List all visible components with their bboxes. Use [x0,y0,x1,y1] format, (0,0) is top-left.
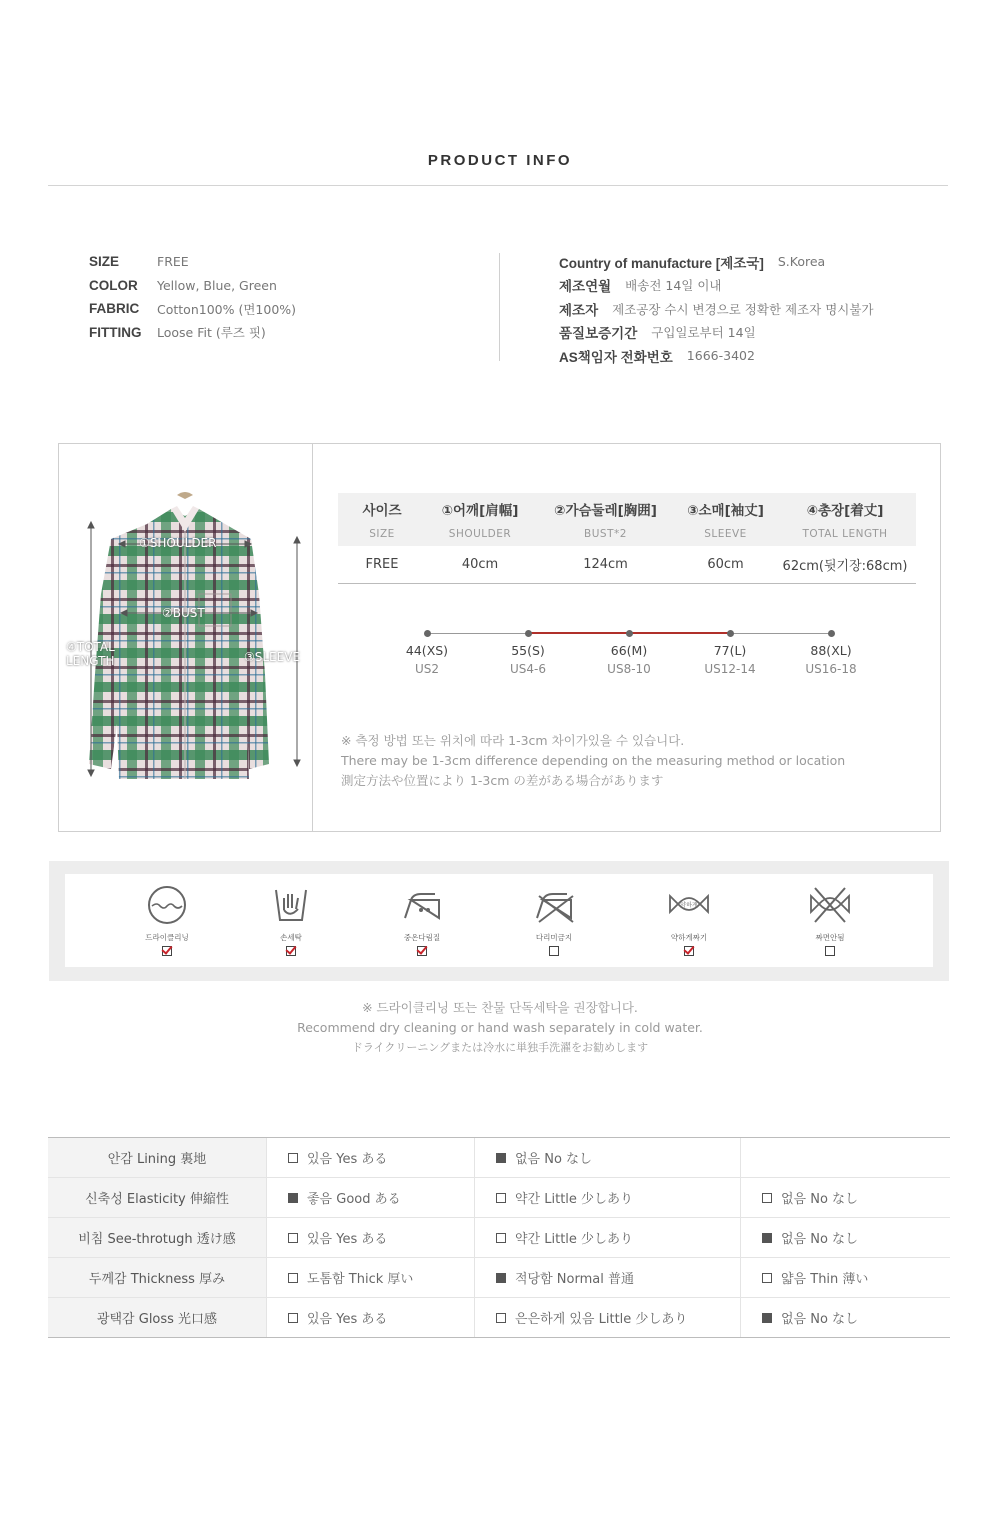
header-ko: 사이즈 [362,503,402,519]
spec-key: FITTING [89,324,142,340]
note-line: ※ 측정 방법 또는 위치에 따라 1-3cm 차이가있을 수 있습니다. [341,733,685,748]
feel-option [740,1258,950,1297]
scale-dot [525,630,532,637]
spec-country [559,250,874,274]
no-iron-icon [533,884,575,926]
feel-option-empty [740,1138,950,1177]
option-label: 좋음 Good ある [307,1192,401,1207]
care-checkbox [684,946,694,956]
spec-value: Yellow, Blue, Green [157,277,277,293]
size-guide [58,443,941,832]
option-label: 약간 Little 少しあり [515,1232,634,1247]
option-label: 도톰함 Thick 厚い [307,1272,414,1287]
feel-option [740,1178,950,1217]
spec-key: FABRIC [89,301,140,317]
feel-key: 비침 See-throtugh 透け感 [48,1218,266,1257]
option-label: 은은하게 있음 Little 少しあり [515,1312,688,1327]
spec-key: AS책임자 전화번호 [559,349,673,365]
checkbox-checked-icon [496,1153,506,1163]
spec-value: FREE [157,254,189,270]
feel-key: 두께감 Thickness 厚み [48,1258,266,1297]
size-table-header [338,493,916,546]
care-label: 짜면안됨 [815,933,845,942]
page-title: PRODUCT INFO [427,152,573,169]
feel-option [474,1218,740,1257]
option-label: 있음 Yes ある [307,1232,388,1247]
wring-gently-icon [668,884,710,926]
care-checkbox [286,946,296,956]
spec-size [89,250,296,274]
scale-size: 88(XL) [810,643,852,658]
cell-size: FREE [365,557,399,572]
note-line: 測定方法や位置により 1-3cm の差がある場合があります [341,773,664,788]
scale-label [589,643,669,676]
care-item [514,884,594,956]
note-line: There may be 1-3cm difference depending on the measuring method or location [341,753,846,768]
checkbox-icon [762,1193,772,1203]
care-checkbox [549,946,559,956]
wash-notes [0,998,1000,1058]
feel-option [266,1138,474,1177]
header-ko: ①어깨[肩幅] [441,503,519,519]
shirt-diagram [59,444,312,831]
cell-bust: 124cm [583,557,628,572]
scale-size: 77(L) [713,643,747,658]
option-label: 없음 No なし [781,1192,859,1207]
care-item [382,884,462,956]
header-ko: ②가슴둘레[胸囲] [554,503,657,519]
scale-size: 66(M) [610,643,648,658]
spec-value: 배송전 14일 이내 [625,278,722,294]
option-label: 없음 No なし [781,1312,859,1327]
spec-manufacturer [559,297,874,321]
spec-key: SIZE [89,254,120,270]
care-label: 드라이클리닝 [145,933,189,942]
spec-key: 제조자 [559,302,599,318]
checkbox-checked-icon [762,1233,772,1243]
care-checkbox [825,946,835,956]
option-label: 없음 No なし [515,1152,593,1167]
header-ko: ④총장[着丈] [806,503,884,519]
header-en: SHOULDER [448,528,512,540]
header-en: SIZE [369,528,395,540]
scale-size: 44(XS) [405,643,449,658]
cell-sleeve: 60cm [707,557,744,572]
wash-note-line: Recommend dry cleaning or hand wash separately in cold water. [297,1020,703,1035]
scale-dot [727,630,734,637]
feel-key: 안감 Lining 裏地 [48,1138,266,1177]
header-total-length [774,493,916,546]
care-item [127,884,207,956]
header-size [338,493,426,546]
checkbox-icon [496,1233,506,1243]
option-label: 얇음 Thin 薄い [781,1272,869,1287]
spec-value: Loose Fit (루즈 핏) [157,325,266,341]
checkbox-icon [762,1273,772,1283]
header-en: TOTAL LENGTH [802,528,888,540]
size-box-divider [312,444,313,831]
option-label: 약간 Little 少しあり [515,1192,634,1207]
scale-label [791,643,871,676]
spec-divider [499,253,500,361]
care-symbols-inner [65,874,933,967]
header-bust [534,493,677,546]
measurement-notes [341,731,845,791]
checkbox-checked-icon [496,1273,506,1283]
header-en: BUST*2 [584,528,627,540]
option-label: 있음 Yes ある [307,1152,388,1167]
scale-us: US2 [414,662,440,676]
scale-dot [626,630,633,637]
care-label: 손세탁 [280,933,302,942]
feel-option [474,1178,740,1217]
spec-manufacture-date [559,274,874,298]
size-table [338,493,916,584]
spec-key: 제조연월 [559,279,612,295]
spec-value: 구입일로부터 14일 [651,325,756,341]
total-length-label-line2: LENGTH [66,654,115,668]
total-length-label [66,640,115,668]
iron-medium-icon [401,884,443,926]
manufacture-specs [559,250,874,368]
spec-fitting [89,321,296,345]
spec-color [89,274,296,298]
checkbox-icon [288,1273,298,1283]
checkbox-icon [288,1153,298,1163]
sleeve-label: ③SLEEVE [244,650,301,664]
feel-option [474,1258,740,1297]
feel-option [740,1298,950,1337]
scale-size: 55(S) [511,643,545,658]
bust-label: ②BUST [162,606,205,620]
checkbox-icon [496,1313,506,1323]
scale-us: US4-6 [510,662,546,676]
option-label: 없음 No なし [781,1232,859,1247]
spec-key: COLOR [89,277,138,293]
care-label: 중온다림질 [403,933,441,942]
spec-warranty [559,321,874,345]
size-scale [405,627,857,687]
feel-key: 광택감 Gloss 光口感 [48,1298,266,1337]
feel-option [266,1178,474,1217]
cell-shoulder: 40cm [461,557,499,572]
wash-note-line: ※ 드라이클리닝 또는 찬물 단독세탁을 권장합니다. [362,1000,638,1015]
checkbox-checked-icon [288,1193,298,1203]
svg-text:약하게: 약하게 [680,902,698,909]
feel-row-see-through [48,1218,950,1258]
care-symbols [49,861,949,981]
feel-option [474,1298,740,1337]
option-label: 있음 Yes ある [307,1312,388,1327]
header-sleeve [677,493,774,546]
care-item [251,884,331,956]
care-checkbox [162,946,172,956]
checkbox-icon [288,1233,298,1243]
care-label: 다리미금지 [535,933,573,942]
basic-specs [89,250,296,344]
header-shoulder [426,493,534,546]
spec-key: Country of manufacture [제조국] [559,255,764,271]
total-length-label-line1: ④TOTAL [66,640,115,654]
feel-option [266,1218,474,1257]
spec-as-phone [559,344,874,368]
shoulder-label: ①SHOULDER [139,536,217,550]
spec-value: S.Korea [777,254,826,270]
feel-option [474,1138,740,1177]
cell-total-length: 62cm(뒷기장:68cm) [782,559,908,574]
size-table-row [338,546,916,584]
care-item [790,884,870,956]
spec-value: 제조공장 수시 변경으로 정확한 제조자 명시불가 [612,301,874,317]
dry-clean-icon [146,884,188,926]
scale-us: US8-10 [607,662,651,676]
scale-dot [424,630,431,637]
fabric-feel-table [48,1137,950,1338]
spec-key: 품질보증기간 [559,326,638,342]
scale-dot [828,630,835,637]
feel-row-gloss [48,1298,950,1338]
feel-option [266,1298,474,1337]
header-ko: ③소매[袖丈] [687,503,764,519]
care-item [649,884,729,956]
checkbox-icon [288,1313,298,1323]
scale-us: US16-18 [805,662,857,676]
scale-label [387,643,467,676]
scale-us: US12-14 [704,662,756,676]
spec-fabric [89,297,296,321]
feel-row-thickness [48,1258,950,1298]
feel-key: 신축성 Elasticity 伸縮性 [48,1178,266,1217]
title-divider [48,185,948,186]
no-wring-icon [809,884,851,926]
wash-note-line: ドライクリーニングまたは冷水に単独手洗濯をお勧めします [351,1041,649,1054]
care-checkbox [417,946,427,956]
feel-row-elasticity [48,1178,950,1218]
hand-wash-icon [270,884,312,926]
scale-label [690,643,770,676]
header-en: SLEEVE [704,528,747,540]
feel-row-lining [48,1138,950,1178]
feel-option [740,1218,950,1257]
feel-option [266,1258,474,1297]
spec-value: 1666-3402 [686,348,755,364]
scale-label [488,643,568,676]
option-label: 적당함 Normal 普通 [515,1272,634,1287]
spec-value: Cotton100% (면100%) [157,301,297,317]
care-label: 약하게짜기 [670,933,708,942]
checkbox-checked-icon [762,1313,772,1323]
checkbox-icon [496,1193,506,1203]
